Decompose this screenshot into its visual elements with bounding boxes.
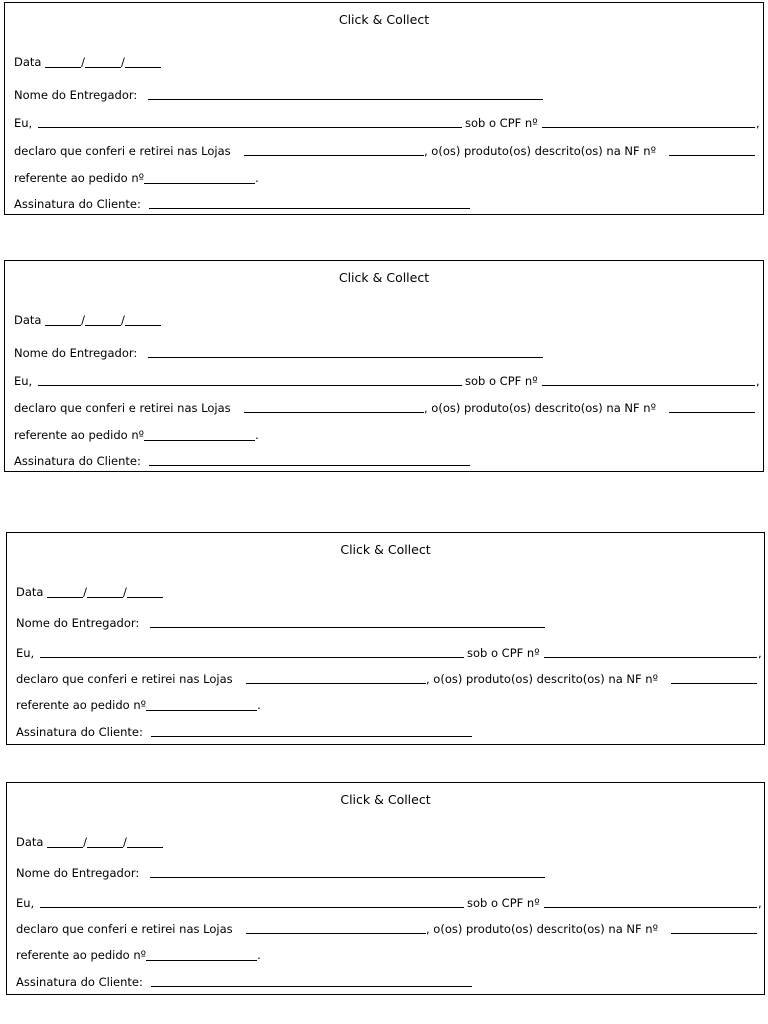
deliverer-name-field[interactable] <box>150 865 545 878</box>
date-day-field[interactable] <box>45 313 81 326</box>
date-separator: / <box>83 585 87 599</box>
nf-number-field[interactable] <box>669 143 755 156</box>
declaration-text: declaro que conferi e retirei nas Lojas <box>14 144 231 158</box>
order-label: referente ao pedido nº <box>14 428 145 442</box>
date-label: Data <box>14 55 42 69</box>
declaration-row <box>14 143 759 159</box>
deliverer-row <box>16 615 556 631</box>
order-row <box>16 947 316 963</box>
date-separator: / <box>121 313 125 327</box>
customer-name-field[interactable] <box>38 115 462 128</box>
period: . <box>255 171 259 185</box>
nf-number-field[interactable] <box>669 400 755 413</box>
date-row <box>14 54 314 70</box>
product-text: , o(os) produto(os) descrito(os) na NF nº <box>424 144 656 158</box>
click-collect-form <box>4 260 764 472</box>
date-label: Data <box>16 585 44 599</box>
signature-field[interactable] <box>151 724 472 737</box>
deliverer-name-field[interactable] <box>150 615 545 628</box>
eu-label: Eu, <box>16 896 35 910</box>
customer-row <box>16 645 761 661</box>
deliverer-row <box>14 87 554 103</box>
order-label: referente ao pedido nº <box>16 698 147 712</box>
customer-name-field[interactable] <box>38 373 462 386</box>
declaration-text: declaro que conferi e retirei nas Lojas <box>14 401 231 415</box>
signature-label: Assinatura do Cliente: <box>14 197 141 211</box>
date-separator: / <box>123 585 127 599</box>
cpf-label: sob o CPF nº <box>467 896 540 910</box>
cpf-label: sob o CPF nº <box>467 646 540 660</box>
product-text: , o(os) produto(os) descrito(os) na NF nº <box>426 672 658 686</box>
order-number-field[interactable] <box>146 698 257 711</box>
declaration-text: declaro que conferi e retirei nas Lojas <box>16 672 233 686</box>
date-year-field[interactable] <box>127 835 163 848</box>
date-row <box>16 834 316 850</box>
click-collect-form <box>6 532 765 745</box>
period: . <box>257 698 261 712</box>
store-field[interactable] <box>246 671 426 684</box>
signature-label: Assinatura do Cliente: <box>14 454 141 468</box>
deliverer-label: Nome do Entregador: <box>16 616 140 630</box>
date-day-field[interactable] <box>47 585 83 598</box>
date-row <box>14 312 314 328</box>
cpf-label: sob o CPF nº <box>465 374 538 388</box>
eu-label: Eu, <box>16 646 35 660</box>
comma: , <box>758 896 762 910</box>
order-label: referente ao pedido nº <box>16 948 147 962</box>
date-month-field[interactable] <box>87 835 123 848</box>
product-text: , o(os) produto(os) descrito(os) na NF nº <box>426 922 658 936</box>
cpf-field[interactable] <box>542 115 755 128</box>
order-row <box>14 170 314 186</box>
form-title: Click & Collect <box>340 792 431 807</box>
deliverer-row <box>16 865 556 881</box>
date-separator: / <box>81 55 85 69</box>
deliverer-name-field[interactable] <box>148 87 543 100</box>
declaration-row <box>16 671 761 687</box>
signature-label: Assinatura do Cliente: <box>16 975 143 989</box>
customer-row <box>16 895 761 911</box>
period: . <box>257 948 261 962</box>
cpf-label: sob o CPF nº <box>465 116 538 130</box>
deliverer-name-field[interactable] <box>148 345 543 358</box>
cpf-field[interactable] <box>544 645 757 658</box>
click-collect-form <box>6 782 765 995</box>
click-collect-form <box>4 2 764 215</box>
comma: , <box>756 116 760 130</box>
order-row <box>16 697 316 713</box>
date-month-field[interactable] <box>85 313 121 326</box>
date-year-field[interactable] <box>125 313 161 326</box>
signature-row <box>14 196 494 212</box>
store-field[interactable] <box>246 921 426 934</box>
order-number-field[interactable] <box>144 171 255 184</box>
deliverer-label: Nome do Entregador: <box>14 88 138 102</box>
date-label: Data <box>16 835 44 849</box>
order-number-field[interactable] <box>146 948 257 961</box>
date-day-field[interactable] <box>45 55 81 68</box>
deliverer-label: Nome do Entregador: <box>16 866 140 880</box>
date-day-field[interactable] <box>47 835 83 848</box>
eu-label: Eu, <box>14 116 33 130</box>
declaration-row <box>14 400 759 416</box>
signature-row <box>14 453 494 469</box>
declaration-text: declaro que conferi e retirei nas Lojas <box>16 922 233 936</box>
date-year-field[interactable] <box>125 55 161 68</box>
date-month-field[interactable] <box>87 585 123 598</box>
date-row <box>16 584 316 600</box>
order-row <box>14 427 314 443</box>
store-field[interactable] <box>244 400 424 413</box>
deliverer-label: Nome do Entregador: <box>14 346 138 360</box>
date-separator: / <box>121 55 125 69</box>
comma: , <box>758 646 762 660</box>
customer-name-field[interactable] <box>40 645 464 658</box>
order-number-field[interactable] <box>144 428 255 441</box>
form-title: Click & Collect <box>338 12 430 27</box>
date-separator: / <box>83 835 87 849</box>
eu-label: Eu, <box>14 374 33 388</box>
comma: , <box>756 374 760 388</box>
signature-row <box>16 724 496 740</box>
signature-field[interactable] <box>149 453 470 466</box>
signature-label: Assinatura do Cliente: <box>16 725 143 739</box>
customer-name-field[interactable] <box>40 895 464 908</box>
signature-field[interactable] <box>151 974 472 987</box>
form-title: Click & Collect <box>340 542 431 557</box>
deliverer-row <box>14 345 554 361</box>
date-year-field[interactable] <box>127 585 163 598</box>
date-separator: / <box>81 313 85 327</box>
customer-row <box>14 115 759 131</box>
nf-number-field[interactable] <box>671 671 757 684</box>
cpf-field[interactable] <box>542 373 755 386</box>
form-title: Click & Collect <box>338 270 430 285</box>
customer-row <box>14 373 759 389</box>
signature-field[interactable] <box>149 196 470 209</box>
nf-number-field[interactable] <box>671 921 757 934</box>
signature-row <box>16 974 496 990</box>
store-field[interactable] <box>244 143 424 156</box>
date-month-field[interactable] <box>85 55 121 68</box>
product-text: , o(os) produto(os) descrito(os) na NF nº <box>424 401 656 415</box>
period: . <box>255 428 259 442</box>
date-separator: / <box>123 835 127 849</box>
declaration-row <box>16 921 761 937</box>
date-label: Data <box>14 313 42 327</box>
order-label: referente ao pedido nº <box>14 171 145 185</box>
cpf-field[interactable] <box>544 895 757 908</box>
